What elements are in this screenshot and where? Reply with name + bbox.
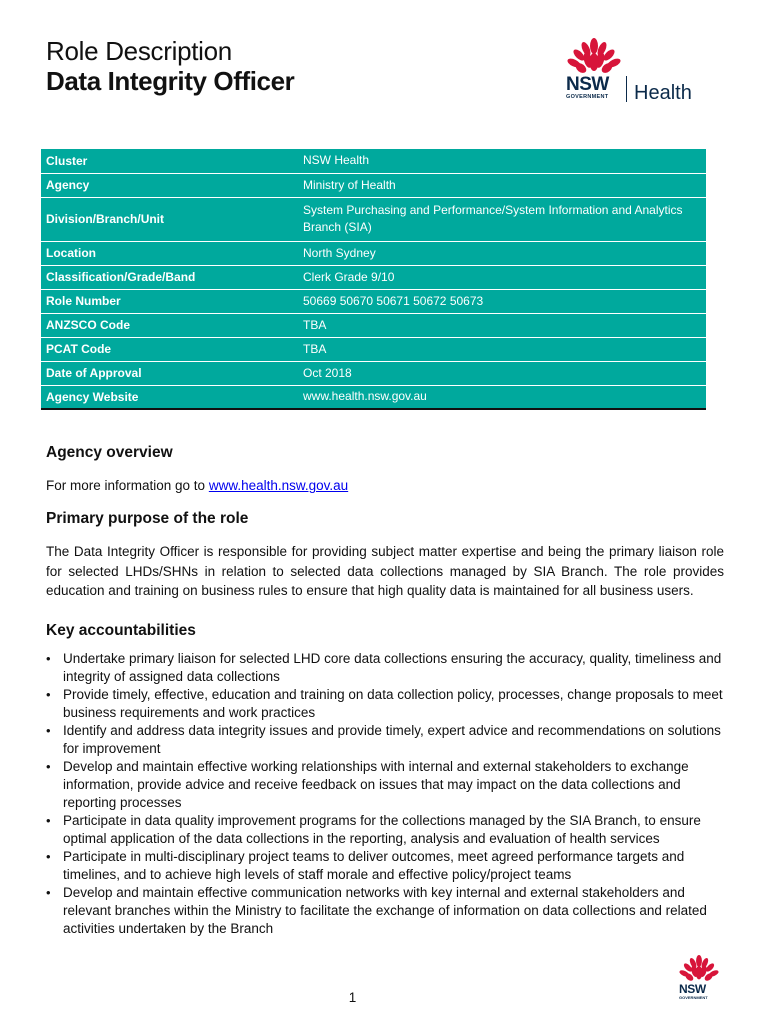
- table-row: [41, 265, 706, 289]
- page-number: 1: [348, 990, 357, 1005]
- detail-value: www.health.nsw.gov.au: [296, 385, 706, 409]
- waratah-icon: [676, 955, 722, 983]
- logo-divider: [626, 76, 627, 102]
- agency-overview-heading: Agency overview: [46, 444, 173, 461]
- detail-label: Location: [41, 241, 296, 265]
- list-item: • Develop and maintain effective communication networks with key internal and external stakeholders and relevant branches within the Ministry to facilitate the exchange of information on data collections and related activities undertaken by the Branch: [46, 884, 730, 938]
- detail-value: Clerk Grade 9/10: [296, 265, 706, 289]
- detail-label: Agency Website: [41, 385, 296, 409]
- role-details-table: [41, 149, 706, 410]
- primary-purpose-heading: Primary purpose of the role: [46, 510, 249, 527]
- key-accountabilities-section: [46, 622, 724, 640]
- agency-overview-lead: For more information go to: [46, 478, 209, 493]
- table-row: [41, 289, 706, 313]
- nsw-wordmark: NSW: [679, 982, 706, 996]
- detail-value: TBA: [296, 313, 706, 337]
- table-row: [41, 149, 706, 173]
- table-row: [41, 197, 706, 241]
- role-title: Data Integrity Officer: [46, 66, 295, 96]
- detail-value: Oct 2018: [296, 361, 706, 385]
- table-row: [41, 313, 706, 337]
- list-item: • Participate in multi-disciplinary project teams to deliver outcomes, meet agreed performance targets and timelines, and to achieve high levels of staff morale and effective policy/project teams: [46, 848, 730, 884]
- accountabilities-list: [46, 650, 730, 938]
- agency-overview-text: [46, 476, 724, 496]
- table-row: [41, 241, 706, 265]
- detail-label: ANZSCO Code: [41, 313, 296, 337]
- detail-label: Division/Branch/Unit: [41, 197, 296, 241]
- key-accountabilities-heading: Key accountabilities: [46, 622, 196, 639]
- detail-value: Ministry of Health: [296, 173, 706, 197]
- detail-label: PCAT Code: [41, 337, 296, 361]
- waratah-icon: [566, 38, 622, 76]
- detail-label: Agency: [41, 173, 296, 197]
- primary-purpose-text: The Data Integrity Officer is responsible for providing subject matter expertise and being the primary liaison role for selected LHDs/SHNs in relation to selected data collections managed by SIA Branch. The role provides education and training on business rules to ensure that high quality data is maintained for all business users.: [46, 544, 724, 598]
- detail-value: NSW Health: [296, 149, 706, 173]
- government-wordmark: GOVERNMENT: [679, 995, 708, 1000]
- detail-value: TBA: [296, 337, 706, 361]
- list-item: • Participate in data quality improvement programs for the collections managed by the SIA Branch, to ensure optimal application of the data collections in the reporting, analysis and evaluation of health services: [46, 812, 730, 848]
- detail-label: Classification/Grade/Band: [41, 265, 296, 289]
- detail-value: 50669 50670 50671 50672 50673: [296, 289, 706, 313]
- detail-label: Role Number: [41, 289, 296, 313]
- nsw-footer-logo: [676, 955, 726, 1005]
- government-wordmark: GOVERNMENT: [566, 94, 609, 100]
- table-row: [41, 337, 706, 361]
- detail-label: Cluster: [41, 149, 296, 173]
- agency-overview-section: [46, 444, 724, 496]
- table-row: [41, 385, 706, 409]
- primary-purpose-section: [46, 510, 724, 601]
- detail-label: Date of Approval: [41, 361, 296, 385]
- document-type: Role Description: [46, 36, 232, 66]
- nsw-wordmark: NSW: [566, 74, 609, 95]
- agency-website-link[interactable]: www.health.nsw.gov.au: [208, 478, 349, 493]
- list-item: • Develop and maintain effective working relationships with internal and external stakeholders to exchange information, provide advice and receive feedback on issues that may impact on the data collections and reporting processes: [46, 758, 730, 812]
- table-row: [41, 361, 706, 385]
- detail-value: System Purchasing and Performance/System Information and Analytics Branch (SIA): [296, 197, 706, 241]
- table-row: [41, 173, 706, 197]
- title-block: [46, 36, 294, 96]
- nsw-health-logo: [564, 38, 714, 108]
- list-item: • Provide timely, effective, education and training on data collection policy, processes, change proposals to meet business requirements and work practices: [46, 686, 730, 722]
- list-item: • Undertake primary liaison for selected LHD core data collections ensuring the accuracy, quality, timeliness and integrity of assigned data collections: [46, 650, 730, 686]
- health-wordmark: Health: [634, 82, 692, 104]
- list-item: • Identify and address data integrity issues and provide timely, expert advice and recommendations on solutions for improvement: [46, 722, 730, 758]
- detail-value: North Sydney: [296, 241, 706, 265]
